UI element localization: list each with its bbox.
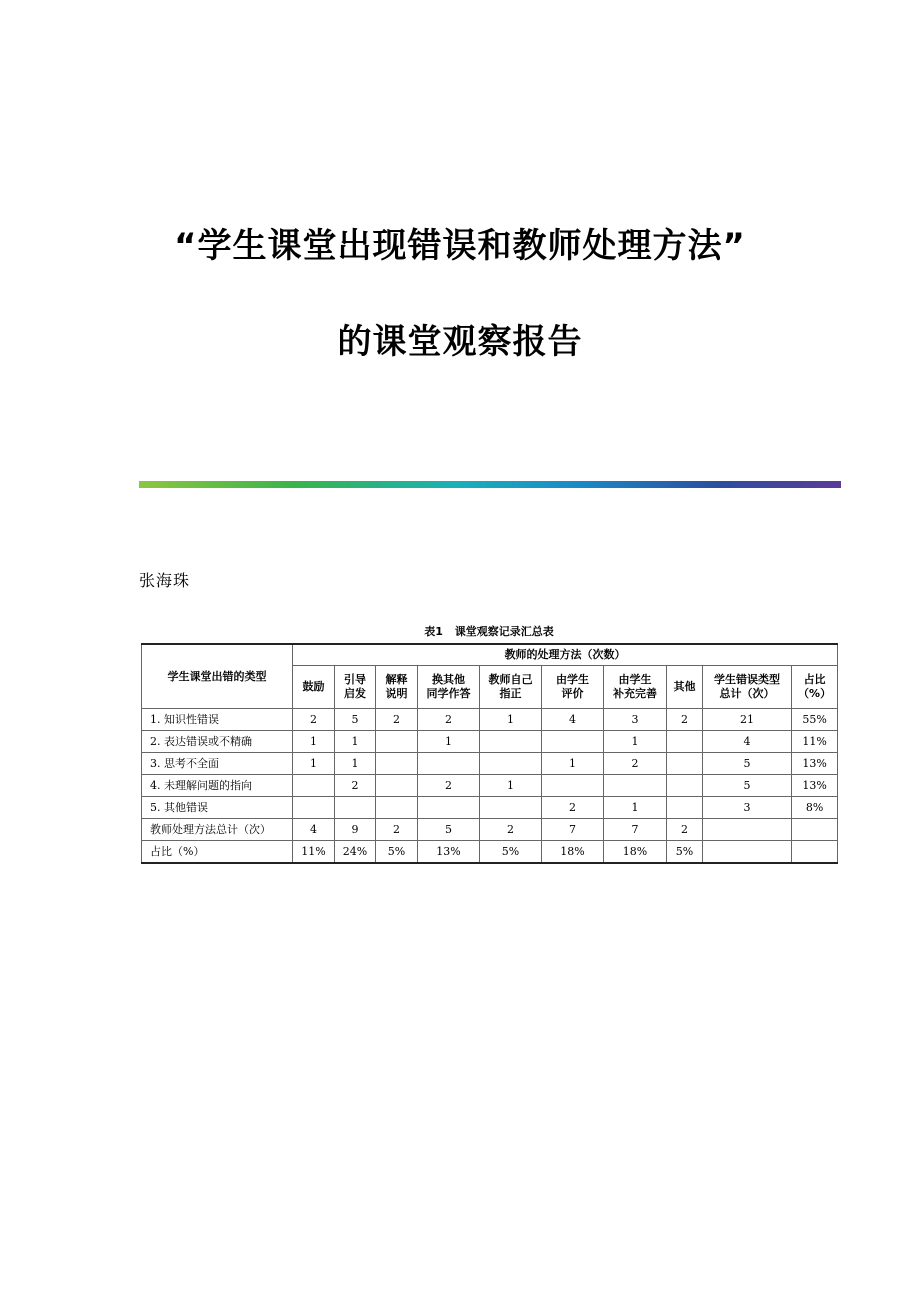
row-label: 5. 其他错误 [142,797,293,819]
table-caption: 表1 课堂观察记录汇总表 [424,625,554,638]
table-cell: 13% [792,753,838,775]
table-row [142,841,838,864]
table-row [142,819,838,841]
row-label: 2. 表达错误或不精确 [142,731,293,753]
table-cell: 1 [335,753,376,775]
row-label: 3. 思考不全面 [142,753,293,775]
row-type-header: 学生课堂出错的类型 [142,644,293,709]
table-cell: 1 [480,709,542,731]
table-cell: 2 [418,709,480,731]
teacher-method-group-header: 教师的处理方法（次数） [293,644,838,666]
column-header-line: 其他 [673,680,696,693]
table-cell [667,731,703,753]
table-cell: 3 [703,797,792,819]
table-cell [792,841,838,864]
column-header-line: 鼓励 [302,680,325,693]
column-header [418,666,480,709]
table-cell: 2 [542,797,604,819]
column-header-line: 换其他 [432,673,465,686]
table-cell: 13% [418,841,480,864]
column-header-line: 解释 [385,673,408,686]
observation-summary-table [141,643,838,864]
table-row [142,731,838,753]
table-cell [604,775,667,797]
table-cell: 1 [293,731,335,753]
table-cell: 5 [335,709,376,731]
column-header [792,666,838,709]
table-cell [376,731,418,753]
table-cell: 1 [480,775,542,797]
table-cell [542,731,604,753]
table-cell: 1 [418,731,480,753]
table-cell: 4 [542,709,604,731]
table-cell: 2 [293,709,335,731]
column-header-line: 同学作答 [426,687,471,700]
table-cell [480,731,542,753]
table-row [142,753,838,775]
row-label: 教师处理方法总计（次） [142,819,293,841]
author-name: 张海珠 [139,571,191,590]
table-cell [667,775,703,797]
column-header-line: 指正 [499,687,522,700]
table-cell [667,753,703,775]
table-row [142,709,838,731]
table-cell [293,775,335,797]
column-header-line: 补充完善 [613,687,657,700]
table-cell [335,797,376,819]
table-cell: 2 [376,819,418,841]
table-cell: 1 [542,753,604,775]
table-cell [667,797,703,819]
table-cell: 4 [703,731,792,753]
column-header-line: 由学生 [556,673,589,686]
row-label: 4. 未理解问题的指向 [142,775,293,797]
table-cell: 2 [667,709,703,731]
table-cell: 18% [604,841,667,864]
table-cell: 2 [418,775,480,797]
column-header [293,666,335,709]
table-header-row-1 [142,644,838,666]
column-header-line: （%） [798,687,832,700]
table-cell: 8% [792,797,838,819]
document-title-line-2: 的课堂观察报告 [337,322,583,362]
table-cell: 11% [293,841,335,864]
table-cell: 5% [667,841,703,864]
column-header [703,666,792,709]
table-cell: 24% [335,841,376,864]
column-header-line: 占比 [803,673,826,686]
table-cell: 2 [604,753,667,775]
table-cell: 13% [792,775,838,797]
table-cell: 5 [703,775,792,797]
column-header-line: 由学生 [618,673,652,686]
table-cell: 18% [542,841,604,864]
table-cell: 4 [293,819,335,841]
table-cell [792,819,838,841]
column-header-line: 教师自己 [488,673,533,686]
column-header [604,666,667,709]
table-cell: 2 [376,709,418,731]
table-cell: 2 [480,819,542,841]
table-cell: 1 [604,797,667,819]
table-cell: 9 [335,819,376,841]
column-header-line: 总计（次） [719,687,775,700]
column-header-line: 说明 [385,687,408,700]
table-cell [293,797,335,819]
column-header [667,666,703,709]
table-cell [376,797,418,819]
table-cell [480,753,542,775]
column-header-line: 引导 [344,673,366,686]
column-header [480,666,542,709]
column-header [335,666,376,709]
table-cell [418,797,480,819]
table-cell: 1 [604,731,667,753]
table-cell: 2 [335,775,376,797]
table-cell: 1 [335,731,376,753]
table-cell [480,797,542,819]
table-body [142,709,838,864]
table-cell: 7 [604,819,667,841]
column-header-line: 启发 [344,687,366,700]
table-cell [376,753,418,775]
table-cell: 1 [293,753,335,775]
table-row [142,775,838,797]
table-cell: 11% [792,731,838,753]
table-cell [703,819,792,841]
table-cell [542,775,604,797]
column-header [376,666,418,709]
row-label: 占比（%） [142,841,293,864]
table-cell: 5 [418,819,480,841]
table-cell [376,775,418,797]
table-row [142,797,838,819]
table-cell: 5 [703,753,792,775]
table-cell: 3 [604,709,667,731]
column-header-line: 学生错误类型 [714,673,780,686]
table-cell: 5% [376,841,418,864]
row-label: 1. 知识性错误 [142,709,293,731]
column-header-line: 评价 [561,687,584,700]
table-cell [703,841,792,864]
table-cell [418,753,480,775]
gradient-divider [139,481,841,488]
document-title-line-1: “学生课堂出现错误和教师处理方法” [174,226,746,266]
column-header [542,666,604,709]
table-cell: 5% [480,841,542,864]
table-cell: 7 [542,819,604,841]
table-cell: 55% [792,709,838,731]
table-cell: 21 [703,709,792,731]
table-cell: 2 [667,819,703,841]
